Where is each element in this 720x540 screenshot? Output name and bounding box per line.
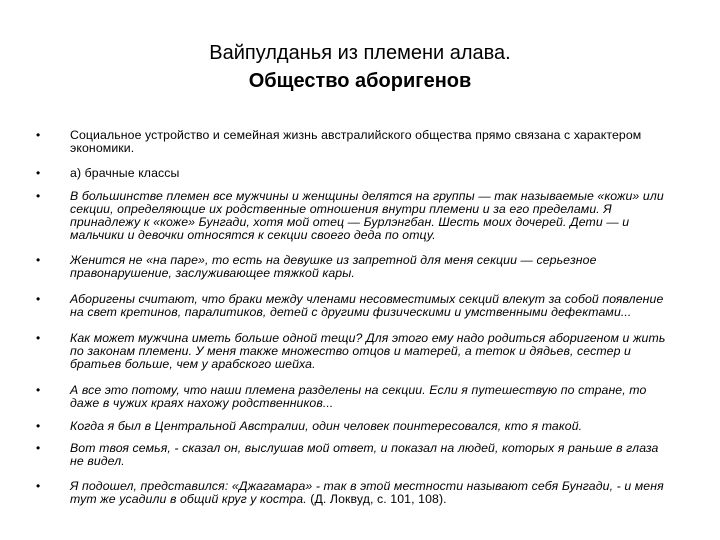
bullet-marker: • bbox=[36, 189, 41, 203]
bullet-marker: • bbox=[36, 292, 41, 306]
list-item-text: Аборигены считают, что браки между членами несовместимых секций влекут за собой появление на свет кретинов, паралитиков, детей с другими физическими и умственными дефектами... bbox=[70, 292, 664, 319]
bullet-marker: • bbox=[36, 441, 41, 455]
list-item bbox=[36, 254, 666, 280]
list-item bbox=[36, 384, 666, 410]
list-item bbox=[36, 442, 666, 468]
list-item bbox=[36, 420, 666, 433]
title-line-1: Вайпулданья из племени алава. bbox=[209, 42, 511, 64]
list-item-text: Как может мужчина иметь больше одной тещи? Для этого ему надо родиться аборигеном и жить по законам племени. У меня также множество отцов и матерей, а теток и дядьев, сестер и братьев больше, чем у арабского шейха. bbox=[70, 331, 666, 371]
list-item-text: Вот твоя семья, - сказал он, выслушав мой ответ, и показал на людей, которых я раньше в глаза не видел. bbox=[70, 441, 659, 468]
bullet-marker: • bbox=[36, 166, 41, 180]
list-item bbox=[36, 190, 666, 242]
slide-title bbox=[60, 40, 660, 94]
list-item-text bbox=[70, 480, 666, 506]
bullet-list bbox=[36, 129, 666, 506]
bullet-marker: • bbox=[36, 419, 41, 433]
list-item bbox=[36, 129, 666, 155]
quote-text: Я подошел, представился: «Джагамара» - так в этой местности называют себя Бунгади, - и меня тут же усадили в общий круг у костра. bbox=[70, 479, 664, 506]
citation: (Д. Локвуд, с. 101, 108). bbox=[306, 492, 447, 506]
bullet-marker: • bbox=[36, 383, 41, 397]
list-item-text: А все это потому, что наши племена разделены на секции. Если я путешествую по стране, то даже в чужих краях нахожу родственников... bbox=[70, 383, 647, 410]
bullet-marker: • bbox=[36, 128, 41, 142]
list-item-text: Женится не «на паре», то есть на девушке из запретной для меня секции — серьезное правонарушение, заслуживающее тяжкой кары. bbox=[70, 253, 597, 280]
bullet-marker: • bbox=[36, 331, 41, 345]
list-item bbox=[36, 480, 666, 506]
list-item-text: В большинстве племен все мужчины и женщины делятся на группы — так называемые «кожи» или секции, определяющие их родственные отношения внутри племени и за его пределами. Я принадлежу к «коже» Бунгади, хотя мой отец — Бурлэнгбан. Шесть моих дочерей. Дети — и мальчики и девочки относятся к секции своего деда по отцу. bbox=[70, 189, 664, 242]
bullet-marker: • bbox=[36, 479, 41, 493]
list-item-text: Когда я был в Центральной Австралии, один человек поинтересовался, кто я такой. bbox=[70, 419, 583, 433]
list-item-text: Социальное устройство и семейная жизнь австралийского общества прямо связана с характером экономики. bbox=[70, 128, 642, 155]
list-item bbox=[36, 167, 666, 180]
list-item bbox=[36, 332, 666, 371]
list-item-text: а) брачные классы bbox=[70, 166, 180, 180]
list-item bbox=[36, 293, 666, 319]
title-line-2: Общество аборигенов bbox=[248, 70, 472, 92]
bullet-marker: • bbox=[36, 253, 41, 267]
